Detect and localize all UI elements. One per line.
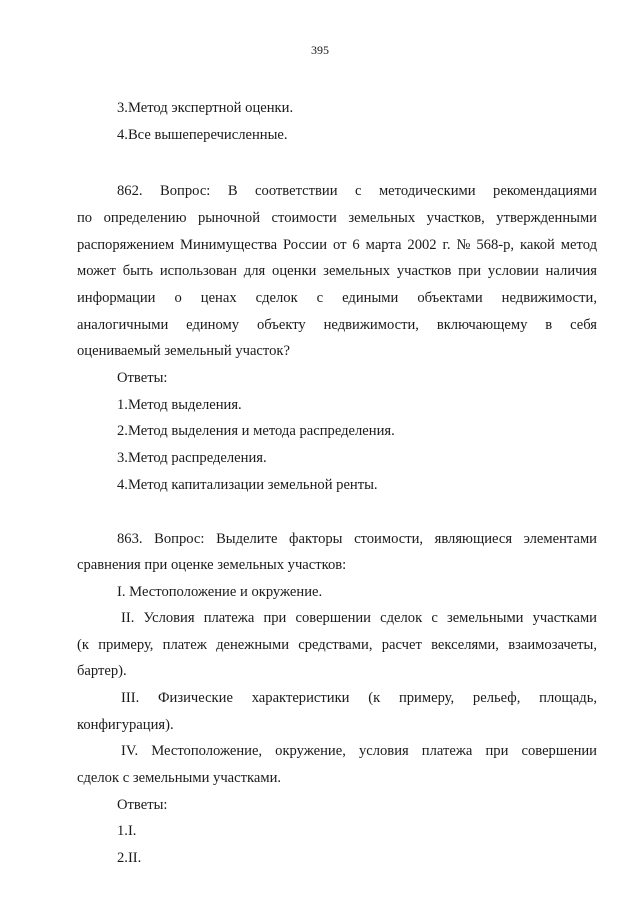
q863-item-iii-line-2: конфигурация). [77,717,174,733]
q862-line-3: распоряжением Минимущества России от 6 марта 2002 г. № 568-р, какой метод [77,237,597,253]
q863-line-2: сравнения при оценке земельных участков: [77,557,347,573]
q862-answer-2: 2.Метод выделения и метода распределения. [117,423,395,439]
q862-line-1: 862. Вопрос: В соответствии с методическими рекомендациями [117,183,597,199]
q863-item-i: I. Местоположение и окружение. [117,584,323,600]
q862-answers-label: Ответы: [117,370,168,386]
q862-line-6: аналогичными единому объекту недвижимости, включающему в себя [77,317,597,333]
q863-item-ii-line-3: бартер). [77,663,127,679]
q863-item-iii-line-1: III. Физические характеристики (к примеру, рельеф, площадь, [121,690,597,706]
q862-line-5: информации о ценах сделок с едиными объектами недвижимости, [77,290,597,306]
q862-answer-3: 3.Метод распределения. [117,450,267,466]
q862-answer-1: 1.Метод выделения. [117,397,242,413]
q862-answer-4: 4.Метод капитализации земельной ренты. [117,477,378,493]
q863-line-1: 863. Вопрос: Выделите факторы стоимости, являющиеся элементами [117,531,597,547]
q863-item-iv-line-2: сделок с земельными участками. [77,770,282,786]
q863-answer-2: 2.II. [117,850,142,866]
q863-answers-label: Ответы: [117,797,168,813]
q863-item-ii-line-1: II. Условия платежа при совершении сделок с земельными участками [121,610,597,626]
prev-answer-4: 4.Все вышеперечисленные. [117,127,288,143]
q862-line-7: оцениваемый земельный участок? [77,343,290,359]
q863-item-ii-line-2: (к примеру, платеж денежными средствами, расчет векселями, взаимозачеты, [77,637,597,653]
q862-line-2: по определению рыночной стоимости земельных участков, утвержденными [77,210,597,226]
prev-answer-3: 3.Метод экспертной оценки. [117,100,294,116]
q862-line-4: может быть использован для оценки земельных участков при условии наличия [77,263,597,279]
q863-answer-1: 1.I. [117,823,137,839]
page-number: 395 [311,43,329,57]
q863-item-iv-line-1: IV. Местоположение, окружение, условия платежа при совершении [121,743,597,759]
